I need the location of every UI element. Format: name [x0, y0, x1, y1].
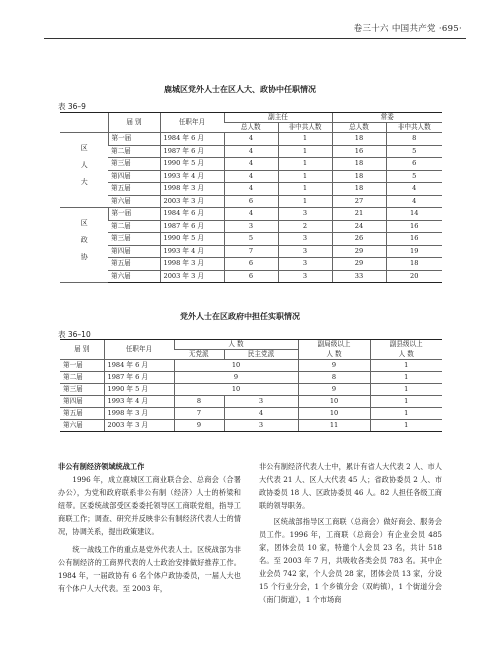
header-rule: [44, 38, 466, 39]
group-label-text: 区人大: [80, 143, 89, 195]
table-row: [60, 408, 442, 420]
table-cell: 3: [224, 420, 298, 432]
right-paragraph-1: 非公有制经济代表人士中，累计有省人大代表 2 人、市人大代表 21 人、区人大代表 45 人；省政协委员 2 人、市政协委员 18 人、区政协委员 46 人。82 人担任各级工商联的领导职务。: [259, 462, 442, 510]
table-cell: 1987 年 6 月: [104, 372, 174, 384]
right-paragraph-2: 区统战部指导区工商联（总商会）做好商会、服务会员工作。1996 年，工商联（总商会）有企业会员 485 家，团体会员 10 家，特邀个人会员 23 名，共计 518 名。至 2003 年 7 月，共吸收各类会员 783 名。其中企业会员 742 家，个人会员 28 家，团体会员 13 家，分设 15 个行业分会，1 个乡镇分会（双屿镇），1 个街道分会（南门街道），1 个市场商: [259, 517, 442, 604]
table-cell: 1984 年 6 月: [160, 208, 224, 221]
table-cell: 2003 年 3 月: [160, 270, 224, 283]
t1-header-total-a: 总人数: [224, 123, 278, 133]
table-cell: 16: [332, 145, 386, 158]
table-cell: 4: [386, 195, 442, 208]
left-column: [58, 460, 241, 595]
table-cell: 1: [278, 170, 332, 183]
table-cell: 4: [224, 145, 278, 158]
table-cell: 8: [298, 372, 370, 384]
table-cell: 4: [224, 158, 278, 171]
table-cell: 5: [224, 233, 278, 246]
t1-header-vice: 副主任: [224, 113, 332, 123]
table-cell: 1990 年 5 月: [160, 233, 224, 246]
table-cell: 1993 年 4 月: [160, 245, 224, 258]
table-cell: 第三届: [60, 384, 104, 396]
table-cell: 29: [332, 245, 386, 258]
table-cell: 1: [278, 133, 332, 146]
group-label: [60, 133, 108, 208]
table-row: [60, 183, 442, 196]
table-cell: 3: [278, 245, 332, 258]
table-cell: 20: [386, 270, 442, 283]
table-row: [60, 233, 442, 246]
table2-title: 党外人士在区政府中担任实职情况: [180, 312, 300, 321]
t2-header-count-a: 人 数: [298, 350, 370, 360]
table-cell: 第二届: [60, 372, 104, 384]
table-cell: 4: [224, 183, 278, 196]
left-paragraph-1: 1996 年，成立鹿城区工商业联合会、总商会（合署办公），为党和政府联系非公有制（经济）人士的桥梁和纽带。区委统战部受区委委托领导区工商联党组，指导工商联工作；调查、研究并反映非公有制经济代表人士的情况，协调关系，提出政策建议。: [58, 475, 241, 536]
table-cell: 11: [298, 420, 370, 432]
table-cell: 1: [278, 183, 332, 196]
table-cell: 33: [332, 270, 386, 283]
table-cell: 10: [174, 384, 298, 396]
table-row: [60, 220, 442, 233]
table-cell: 14: [386, 208, 442, 221]
table-row: [60, 145, 442, 158]
table-cell: 4: [386, 183, 442, 196]
t2-header-session: 届 别: [60, 340, 104, 360]
table-cell: 4: [224, 208, 278, 221]
table-cell: 第五届: [60, 408, 104, 420]
table-cell: 第四届: [60, 396, 104, 408]
table-cell: 4: [224, 133, 278, 146]
table-cell: 4: [224, 170, 278, 183]
table-row: [60, 360, 442, 372]
table-cell: 2003 年 3 月: [160, 195, 224, 208]
table-row: [60, 384, 442, 396]
table-row: [60, 245, 442, 258]
t2-header-democratic: 民主党派: [224, 350, 298, 360]
table2-number: 表 36–10: [58, 330, 91, 339]
table-cell: 5: [386, 170, 442, 183]
group-label: [60, 208, 108, 283]
table1-number: 表 36–9: [58, 102, 86, 111]
table-cell: 1: [370, 372, 442, 384]
table-cell: 1990 年 5 月: [104, 384, 174, 396]
table-cell: 7: [174, 408, 224, 420]
table-cell: 第二届: [108, 145, 160, 158]
t2-header-deputy-county: 副县级以上: [370, 340, 442, 350]
table-cell: 1: [278, 145, 332, 158]
table-cell: 1984 年 6 月: [160, 133, 224, 146]
table-row: [60, 372, 442, 384]
table-cell: 3: [224, 220, 278, 233]
table-cell: 3: [278, 270, 332, 283]
table-cell: 9: [298, 384, 370, 396]
table-cell: 7: [224, 245, 278, 258]
right-column: [259, 460, 442, 606]
table-row: [60, 270, 442, 283]
table-cell: 第四届: [108, 245, 160, 258]
table-row: [60, 258, 442, 271]
table-cell: 第二届: [108, 220, 160, 233]
table-cell: 1: [278, 195, 332, 208]
table-cell: 第一届: [60, 360, 104, 372]
table-cell: 3: [278, 258, 332, 271]
table-cell: 第五届: [108, 258, 160, 271]
table-cell: 10: [298, 408, 370, 420]
table-cell: 4: [224, 408, 298, 420]
t1-header-total-b: 总人数: [332, 123, 386, 133]
table-cell: 1: [278, 158, 332, 171]
table-cell: 9: [174, 420, 224, 432]
table-row: [60, 396, 442, 408]
table-cell: 1: [370, 396, 442, 408]
table-cell: 1984 年 6 月: [104, 360, 174, 372]
table-cell: 6: [386, 158, 442, 171]
table-cell: 9: [174, 372, 298, 384]
table-cell: 1: [370, 360, 442, 372]
table-cell: 2: [278, 220, 332, 233]
table-cell: 第六届: [108, 195, 160, 208]
table-cell: 1990 年 5 月: [160, 158, 224, 171]
t1-header-blank: [60, 113, 108, 133]
table-cell: 21: [332, 208, 386, 221]
table-cell: 10: [174, 360, 298, 372]
table-row: [60, 170, 442, 183]
table-row: [60, 195, 442, 208]
table-cell: 9: [298, 360, 370, 372]
table-cell: 1993 年 4 月: [104, 396, 174, 408]
table-cell: 5: [386, 145, 442, 158]
table-row: [60, 420, 442, 432]
table-row: [60, 208, 442, 221]
table-cell: 16: [386, 220, 442, 233]
table-cell: 第一届: [108, 208, 160, 221]
table-cell: 29: [332, 258, 386, 271]
page-header: 卷三十六 中国共产党 ·695·: [353, 24, 462, 34]
table-cell: 6: [224, 270, 278, 283]
table-cell: 8: [386, 133, 442, 146]
table-cell: 1998 年 3 月: [104, 408, 174, 420]
table-cell: 18: [332, 183, 386, 196]
t2-header-count-b: 人 数: [370, 350, 442, 360]
table-cell: 3: [278, 208, 332, 221]
table-cell: 3: [278, 233, 332, 246]
table1: [60, 112, 442, 283]
t2-header-noparty: 无党派: [174, 350, 224, 360]
t1-header-member: 常委: [332, 113, 442, 123]
table-cell: 16: [386, 233, 442, 246]
table2: [60, 339, 442, 432]
table-cell: 第六届: [108, 270, 160, 283]
table-cell: 18: [332, 158, 386, 171]
table-cell: 第一届: [108, 133, 160, 146]
t2-header-people: 人 数: [174, 340, 298, 350]
table-cell: 24: [332, 220, 386, 233]
table-cell: 1: [370, 408, 442, 420]
table-cell: 26: [332, 233, 386, 246]
table-cell: 8: [174, 396, 224, 408]
table-cell: 3: [224, 396, 298, 408]
table-cell: 18: [332, 170, 386, 183]
table-row: [60, 158, 442, 171]
table-cell: 6: [224, 258, 278, 271]
table-row: [60, 133, 442, 146]
table-cell: 1: [370, 420, 442, 432]
table-cell: 第三届: [108, 158, 160, 171]
table-cell: 27: [332, 195, 386, 208]
table1-title: 鹿城区党外人士在区人大、政协中任职情况: [164, 85, 316, 94]
table-cell: 2003 年 3 月: [104, 420, 174, 432]
table-cell: 18: [332, 133, 386, 146]
t2-header-date: 任职年月: [104, 340, 174, 360]
table-cell: 1987 年 6 月: [160, 145, 224, 158]
left-paragraph-2: 统一战线工作的重点是党外代表人士。区统战部为非公有制经济的工商界代表的人士政治安排做好推荐工作。1984 年，一届政协有 6 名个体户政协委员，一届人大也有个体户人大代表。至 2003 年，: [58, 545, 241, 593]
table-cell: 第五届: [108, 183, 160, 196]
table-cell: 1993 年 4 月: [160, 170, 224, 183]
table-cell: 19: [386, 245, 442, 258]
table-cell: 第四届: [108, 170, 160, 183]
table-cell: 1998 年 3 月: [160, 258, 224, 271]
t1-header-date: 任职年月: [160, 113, 224, 133]
table-cell: 1998 年 3 月: [160, 183, 224, 196]
table-cell: 1987 年 6 月: [160, 220, 224, 233]
t1-header-nonparty-b: 非中共人数: [386, 123, 442, 133]
table-cell: 第六届: [60, 420, 104, 432]
table-cell: 1: [370, 384, 442, 396]
table-cell: 18: [386, 258, 442, 271]
table-cell: 第三届: [108, 233, 160, 246]
group-label-text: 区政协: [80, 218, 89, 270]
table-cell: 6: [224, 195, 278, 208]
table-cell: 10: [298, 396, 370, 408]
t2-header-deputy-bureau: 副局级以上: [298, 340, 370, 350]
t1-header-nonparty-a: 非中共人数: [278, 123, 332, 133]
section-title: 非公有制经济领域统战工作: [58, 462, 145, 471]
t1-header-session: 届 别: [108, 113, 160, 133]
